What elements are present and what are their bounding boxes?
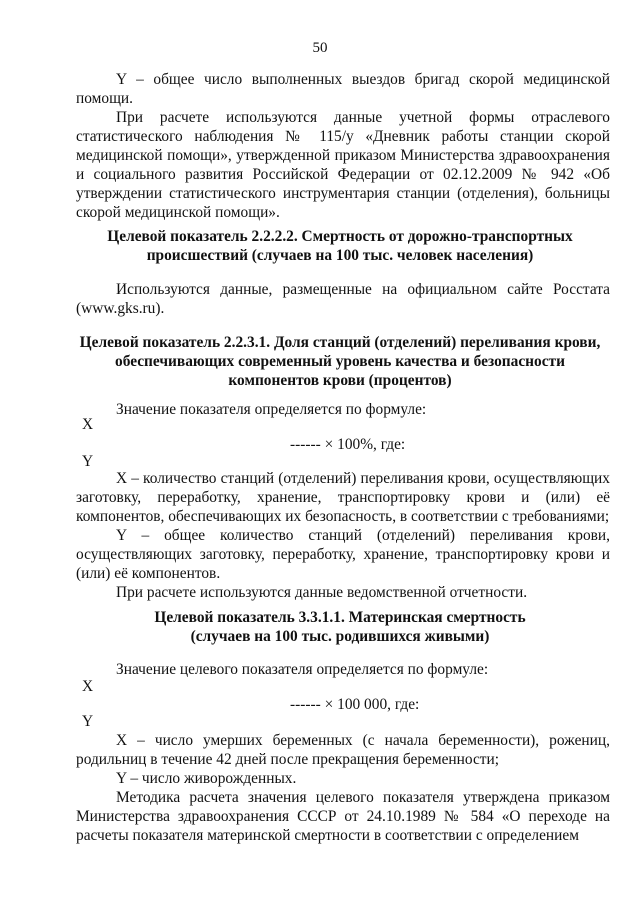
definition-x: X – количество станций (отделений) переливания крови, осуществляющих заготовку, переработку, хранение, транспортировку крови и (или) её компонентов, обеспечивающих их безопасность, в соответствии с требованиями; — [76, 470, 610, 525]
heading-line: (случаев на 100 тыс. родившихся живыми) — [190, 628, 490, 645]
formula-intro — [76, 660, 610, 679]
intro-block — [76, 70, 610, 222]
heading-line: происшествий (случаев на 100 тыс. человек населения) — [146, 247, 534, 264]
definition-y: Y – общее количество станций (отделений) переливания крови, осуществляющих заготовку, переработку, хранение, транспортировку крови и (или) её компонентов. — [76, 527, 610, 582]
heading-line: Целевой показатель 2.2.2.2. Смертность от дорожно-транспортных — [107, 228, 573, 245]
formula-intro — [76, 400, 610, 419]
formula-numerator: X — [82, 416, 94, 433]
section-2-2-3-1-heading — [60, 333, 620, 390]
formula-fraction: ------ × 100 000, где: — [290, 696, 420, 713]
definition-y: Y – число живорожденных. — [116, 770, 297, 787]
heading-line: Целевой показатель 2.2.3.1. Доля станций (отделений) переливания крови, — [79, 334, 601, 351]
formula-fraction: ------ × 100%, где: — [290, 436, 406, 453]
data-source: При расчете используются данные ведомственной отчетности. — [116, 584, 528, 601]
methodology: Методика расчета значения целевого показателя утверждена приказом Министерства здравоохранения СССР от 24.10.1989 № 584 «О переходе на расчеты показателя материнской смертности в соответствии с определением — [76, 789, 610, 844]
page-number: 50 — [312, 40, 328, 56]
heading-line: Целевой показатель 3.3.1.1. Материнская смертность — [154, 609, 526, 626]
section-2-2-2-2-heading — [60, 227, 620, 265]
intro-paragraph-y: Y – общее число выполненных выездов бригад скорой медицинской помощи. — [76, 71, 610, 107]
section-2-2-3-1-definitions — [76, 469, 610, 602]
formula-denominator: Y — [82, 453, 94, 470]
formula-denominator: Y — [82, 713, 94, 730]
paragraph: Значение показателя определяется по формуле: — [116, 401, 427, 418]
formula-numerator: X — [82, 678, 94, 695]
section-2-2-2-2-text — [76, 280, 610, 318]
intro-paragraph-source: При расчете используются данные учетной формы отраслевого статистического наблюдения № 115/у «Дневник работы станции скорой медицинской помощи», утвержденной приказом Министерства здравоохранения и социального развития Российской Федерации от 02.12.2009 № 942 «Об утверждении статистического инструментария станции (отделения), больницы скорой медицинской помощи». — [76, 109, 610, 221]
paragraph: Значение целевого показателя определяется по формуле: — [116, 661, 489, 678]
definition-x: X – число умерших беременных (с начала беременности), рожениц, родильниц в течение 42 дней после прекращения беременности; — [76, 732, 610, 768]
section-3-3-1-1-definitions — [76, 731, 610, 845]
heading-line: обеспечивающих современный уровень качества и безопасности — [115, 353, 565, 370]
heading-line: компонентов крови (процентов) — [228, 372, 452, 389]
section-3-3-1-1-heading — [60, 608, 620, 646]
paragraph: Используются данные, размещенные на официальном сайте Росстата (www.gks.ru). — [76, 281, 610, 317]
